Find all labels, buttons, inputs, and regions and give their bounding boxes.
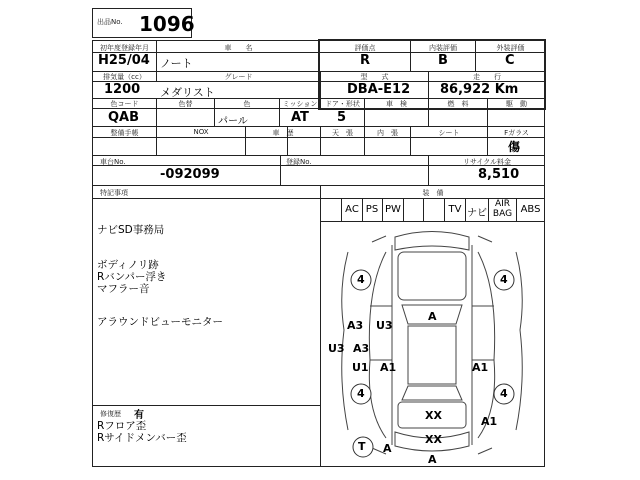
lot-number-box — [92, 8, 195, 38]
lot-number: 1096 — [139, 12, 195, 36]
tire-front-left-label: 4 — [357, 273, 365, 286]
remark-line: マフラー音 — [97, 283, 150, 295]
damage-mark: U3 — [376, 319, 393, 332]
damage-mark: A1 — [380, 361, 397, 374]
grid-line — [403, 198, 404, 221]
model-label: 型 式 — [360, 73, 389, 81]
chassis-value: -092099 — [160, 167, 220, 182]
score-value: R — [360, 53, 371, 68]
grid-line — [92, 185, 545, 186]
tire-rear-left-label: 4 — [357, 387, 365, 400]
seat-label: シート — [438, 129, 460, 137]
registration-label: 登録No. — [286, 158, 312, 166]
equipment-airbag: AIR BAG — [492, 199, 513, 219]
score-label: 評価点 — [354, 44, 376, 52]
equipment-label: 装 備 — [422, 189, 444, 197]
remark-line: ボディノリ跡 — [97, 259, 159, 271]
equipment-ac: AC — [345, 204, 359, 215]
recycle-label: リサイクル料金 — [462, 158, 512, 166]
mileage-label: 走 行 — [473, 73, 501, 81]
transmission-label: ミッション — [282, 100, 318, 108]
first-reg-value: H25/04 — [98, 53, 150, 68]
interior-label: 内 張 — [377, 129, 398, 137]
damage-mark: A1 — [472, 361, 489, 374]
damage-mark: A3 — [347, 319, 364, 332]
diagram-right-door-line — [472, 306, 494, 360]
damage-mark: XX — [425, 433, 442, 446]
equipment-ps: PS — [365, 204, 379, 215]
damage-mark: A — [428, 453, 437, 466]
exterior-score-label: 外装評価 — [496, 44, 525, 52]
color-code-label: 色コード — [110, 100, 139, 108]
grade-label: グレード — [224, 73, 253, 81]
grid-line — [92, 126, 545, 127]
diagram-left-door-line — [370, 306, 392, 360]
exterior-score-value: C — [505, 53, 515, 68]
nox-label: NOX — [193, 128, 209, 136]
diagram-front-bumper — [395, 232, 469, 251]
damage-mark: A1 — [481, 415, 498, 428]
damage-mark: A3 — [353, 342, 370, 355]
tire-spare-label: T — [358, 440, 366, 453]
displacement-value: 1200 — [104, 82, 141, 97]
color-value: パール — [218, 116, 248, 127]
repair-history-label: 修復歴 — [100, 410, 121, 418]
roof-label: 天 張 — [332, 129, 353, 137]
recycle-value: 8,510 — [478, 167, 520, 182]
diagram-roof — [408, 326, 456, 384]
tire-rear-right-label: 4 — [500, 387, 508, 400]
model-value: DBA-E12 — [347, 82, 411, 97]
grid-line — [92, 155, 545, 156]
first-reg-label: 初年度登録年月 — [100, 44, 149, 52]
grid-line — [423, 198, 424, 221]
displacement-label: 排気量（cc） — [103, 73, 146, 81]
chassis-label: 車台No. — [100, 158, 126, 166]
interior-score-value: B — [438, 53, 448, 68]
remarks-label: 特記事項 — [100, 189, 128, 197]
doors-label: ドア・形状 — [325, 100, 360, 108]
diagram-hood — [398, 252, 466, 300]
glass-label: Fガラス — [504, 129, 529, 137]
doors-value: 5 — [337, 110, 347, 125]
remark-line: Rバンパー浮き — [97, 271, 167, 283]
glass-value: 傷 — [508, 140, 521, 154]
damage-mark: A — [428, 310, 437, 323]
grid-line — [92, 405, 320, 406]
repair-note: Rサイドメンバー歪 — [97, 432, 187, 444]
color-label: 色 — [243, 100, 251, 108]
lot-number-label: 出品No. — [97, 18, 123, 26]
equipment-navi: ナビ — [467, 208, 487, 219]
interior-score-label: 内装評価 — [429, 44, 457, 52]
transmission-value: AT — [291, 110, 309, 125]
tire-front-right-label: 4 — [500, 273, 508, 286]
grid-line — [280, 155, 281, 185]
grade-value: メダリスト — [160, 86, 215, 99]
remark-line: アラウンドビューモニター — [97, 316, 223, 328]
grid-line — [92, 198, 545, 199]
diagram-left-side — [369, 245, 392, 445]
history-label: 車 歴 — [272, 129, 294, 137]
color-variant-label: 色替 — [178, 100, 193, 108]
repair-note: Rフロア歪 — [97, 420, 147, 432]
equipment-pw: PW — [385, 204, 401, 215]
diagram-rear-glass — [402, 386, 462, 400]
inspection-label: 車 検 — [386, 100, 407, 108]
fuel-label: 燃 料 — [447, 100, 469, 108]
diagram-left-profile — [342, 252, 348, 430]
damage-mark: U1 — [352, 361, 369, 374]
remark-line: ナビSD事務局 — [97, 224, 165, 236]
damage-mark: A — [383, 442, 392, 455]
manual-label: 整備手帳 — [110, 129, 139, 137]
damage-mark: U3 — [328, 342, 345, 355]
equipment-abs: ABS — [520, 204, 541, 215]
car-name-label: 車 名 — [224, 44, 253, 52]
drive-label: 駆 動 — [506, 100, 527, 108]
car-name-value: ノート — [160, 57, 193, 70]
color-code-value: QAB — [108, 110, 140, 125]
diagram-right-profile — [516, 252, 522, 430]
repair-history-value: 有 — [134, 410, 144, 421]
mileage-value: 86,922 Km — [440, 82, 519, 97]
equipment-tv: TV — [448, 204, 462, 215]
damage-mark: XX — [425, 409, 442, 422]
